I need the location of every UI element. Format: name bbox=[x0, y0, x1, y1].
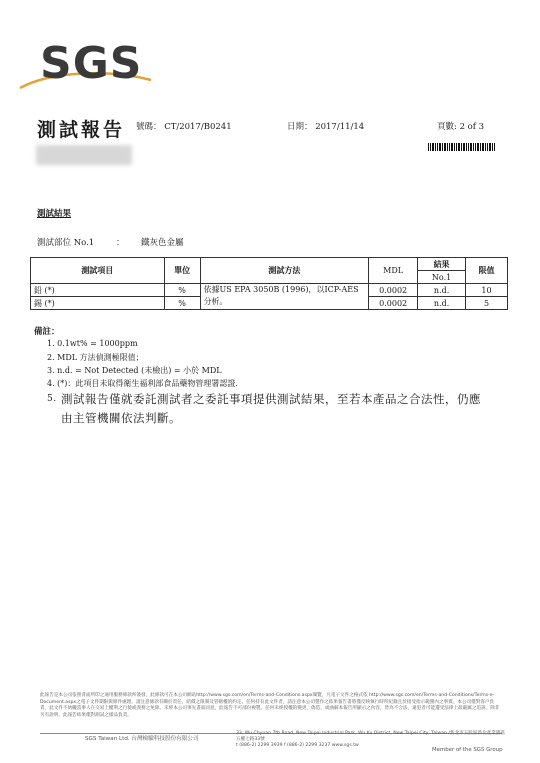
barcode-icon bbox=[428, 143, 495, 151]
cell-item: 鉛 (*) bbox=[31, 284, 165, 297]
cell-limit: 10 bbox=[466, 284, 508, 297]
cell-item: 錫 (*) bbox=[31, 297, 165, 310]
note-item-5-line-1: 測試報告僅就委託測試者之委託事項提供測試結果，至若本產品之合法性，仍應 bbox=[61, 392, 481, 406]
test-part-label: 測試部位 No.1 bbox=[37, 238, 95, 248]
header-item: 測試項目 bbox=[31, 258, 165, 284]
header-result-no: No.1 bbox=[418, 271, 466, 284]
method-line-1: 依據US EPA 3050B (1996)，以ICP-AES bbox=[203, 285, 359, 294]
results-table bbox=[30, 257, 508, 310]
cell-unit: % bbox=[164, 284, 200, 297]
note-item-5-line-2: 由主管機關依法判斷。 bbox=[61, 411, 181, 425]
page-number: 頁數: 2 of 3 bbox=[437, 122, 485, 132]
header-unit: 單位 bbox=[164, 258, 200, 284]
report-title: 測試報告 bbox=[37, 119, 126, 141]
notes-title: 備註： bbox=[34, 327, 60, 337]
note-item-5 bbox=[47, 390, 507, 428]
header-method: 測試方法 bbox=[200, 258, 369, 284]
table-header-row bbox=[31, 258, 508, 271]
cell-mdl: 0.0002 bbox=[369, 284, 418, 297]
header-limit: 限值 bbox=[466, 258, 508, 284]
report-number: 號碼： CT/2017/B0241 bbox=[136, 122, 232, 132]
method-line-2: 分析。 bbox=[203, 297, 228, 306]
sgs-logo bbox=[18, 30, 153, 92]
header-mdl: MDL bbox=[369, 258, 418, 284]
logo-text: SGS bbox=[40, 38, 143, 89]
note-item-5-number: 5. bbox=[47, 394, 57, 404]
cell-mdl: 0.0002 bbox=[369, 297, 418, 310]
cell-limit: 5 bbox=[466, 297, 508, 310]
cell-method bbox=[200, 284, 369, 310]
report-date: 日期： 2017/11/14 bbox=[287, 122, 365, 132]
note-item-4: 4. (*)：此項目未取得衛生福利部食品藥物管理署認證. bbox=[47, 379, 238, 388]
note-item-1: 1. 0.1wt% = 1000ppm bbox=[47, 339, 138, 348]
footer-member: Member of the SGS Group bbox=[432, 747, 503, 753]
footer-disclaimer: 此報告是本公司依照背面所印之通用服務條款所簽發，此條款可在本公司網站http://www.sgs.com/en/Terms-and-Conditions.aspx閱覽，凡電子文件之格式依 http://www.sgs.com/en/Terms-and-Conditions/Terms-e-Document.aspx之電子文件期限與條件處理。請注意條款有關於責任、賠償之限制及管轄權的約定。任何持有此文件者，請注意本公司製作之結果報告書將僅反映執行時所紀錄且於接受指示範圍內之事實。本公司僅對客戶負責，此文件不妨礙當事人在交易上權利之行使或義務之免除。未經本公司事先書面同意，此報告不可部份複製。任何未經授權的變更、偽造、或曲解本報告所顯示之內容，皆為不合法，違犯者可能遭受法律上最嚴厲之追訴。除非另有說明，此報告結果僅對測試之樣品負責。 bbox=[40, 693, 500, 718]
footer-address-line-2: t (886-2) 2299 3939 f (886-2) 2299 3237 www.sgs.tw bbox=[236, 743, 359, 748]
header-result: 結果 bbox=[418, 258, 466, 271]
cell-result: n.d. bbox=[418, 284, 466, 297]
test-part-description: 鐵灰色金屬 bbox=[141, 238, 184, 248]
table-row bbox=[31, 284, 508, 297]
redacted-client-info bbox=[36, 145, 132, 165]
test-part-colon: ： bbox=[116, 238, 125, 248]
note-item-2: 2. MDL 方法偵測極限值； bbox=[47, 353, 144, 362]
cell-result: n.d. bbox=[418, 297, 466, 310]
section-title: 測試結果 bbox=[37, 209, 72, 219]
footer-address-line-1: 33, Wu Chyuan 7th Road, New Taipei Industrial Park, Wu Ku District, New Taipei City, Taiwan /新北市五股區新北產業園區五權七路33號 bbox=[236, 731, 506, 742]
note-item-3: 3. n.d. = Not Detected (未檢出) = 小於 MDL bbox=[47, 366, 222, 375]
footer-company: SGS Taiwan Ltd. 台灣檢驗科技股份有限公司 bbox=[85, 736, 199, 742]
cell-unit: % bbox=[164, 297, 200, 310]
